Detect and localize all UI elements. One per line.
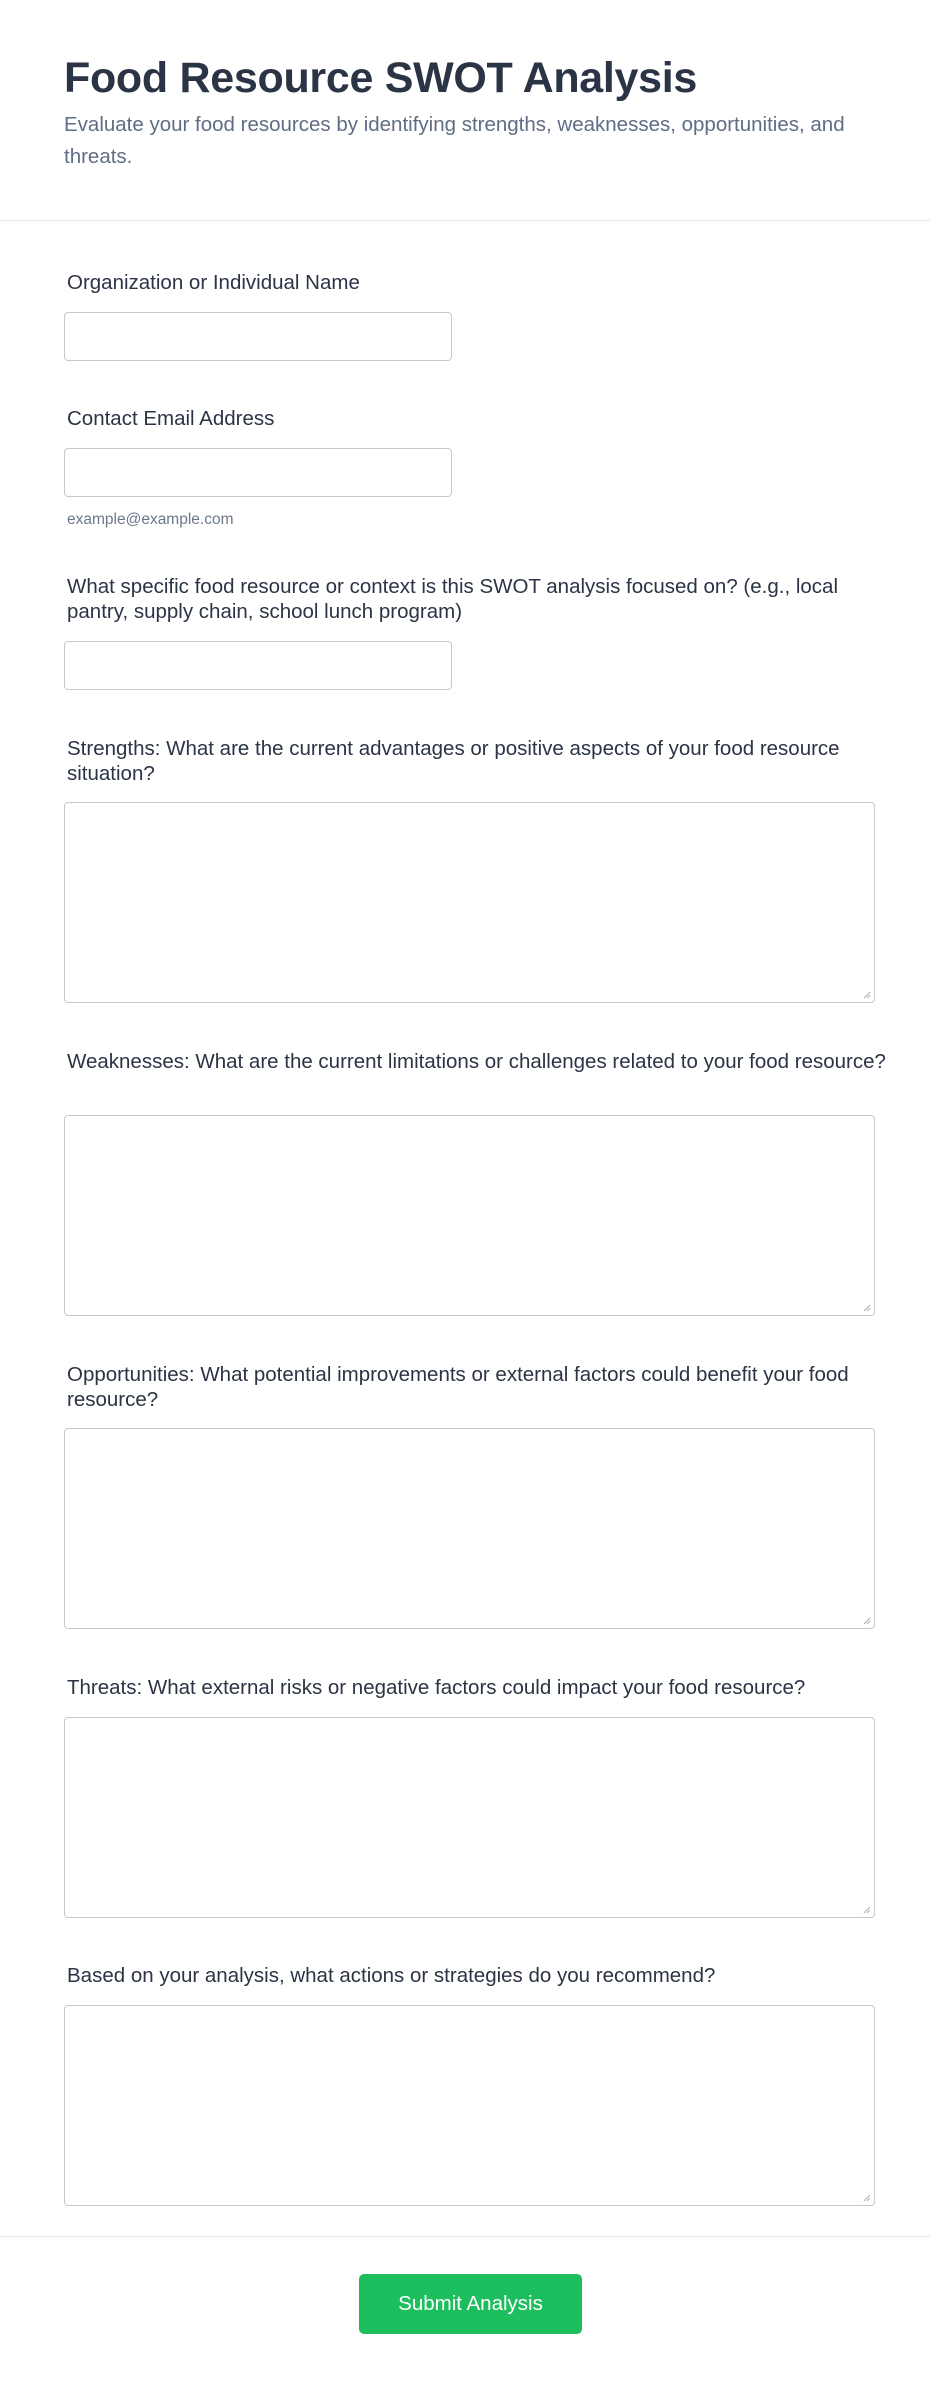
resize-grip-icon[interactable] — [861, 989, 871, 999]
strengths-label: Strengths: What are the current advantages or positive aspects of your food resource situation? — [67, 737, 840, 785]
resize-grip-icon[interactable] — [861, 1904, 871, 1914]
recommendations-label: Based on your analysis, what actions or strategies do you recommend? — [67, 1964, 716, 1987]
threats-label: Threats: What external risks or negative factors could impact your food resource? — [67, 1676, 806, 1699]
page-title: Food Resource SWOT Analysis — [64, 54, 698, 102]
form-footer — [0, 2236, 930, 2383]
swot-form — [0, 221, 930, 2235]
email-label: Contact Email Address — [67, 407, 275, 430]
opportunities-textarea[interactable] — [64, 1428, 875, 1629]
weaknesses-textarea[interactable] — [64, 1115, 875, 1316]
threats-textarea[interactable] — [64, 1717, 875, 1918]
page-subtitle: Evaluate your food resources by identifying strengths, weaknesses, opportunities, and threats. — [64, 113, 845, 168]
email-input[interactable] — [64, 448, 452, 497]
resize-grip-icon[interactable] — [861, 1615, 871, 1625]
strengths-textarea[interactable] — [64, 802, 875, 1003]
name-label: Organization or Individual Name — [67, 271, 360, 294]
email-hint: example@example.com — [67, 511, 234, 528]
recommendations-textarea[interactable] — [64, 2005, 875, 2206]
submit-button[interactable]: Submit Analysis — [359, 2274, 582, 2334]
form-header — [0, 0, 930, 221]
resize-grip-icon[interactable] — [861, 1302, 871, 1312]
resize-grip-icon[interactable] — [861, 2192, 871, 2202]
name-input[interactable] — [64, 312, 452, 361]
focus-label: What specific food resource or context is this SWOT analysis focused on? (e.g., local pantry, supply chain, school lunch program) — [67, 575, 838, 623]
opportunities-label: Opportunities: What potential improvements or external factors could benefit your food resource? — [67, 1363, 849, 1411]
focus-input[interactable] — [64, 641, 452, 690]
weaknesses-label: Weaknesses: What are the current limitations or challenges related to your food resource? — [67, 1050, 886, 1073]
